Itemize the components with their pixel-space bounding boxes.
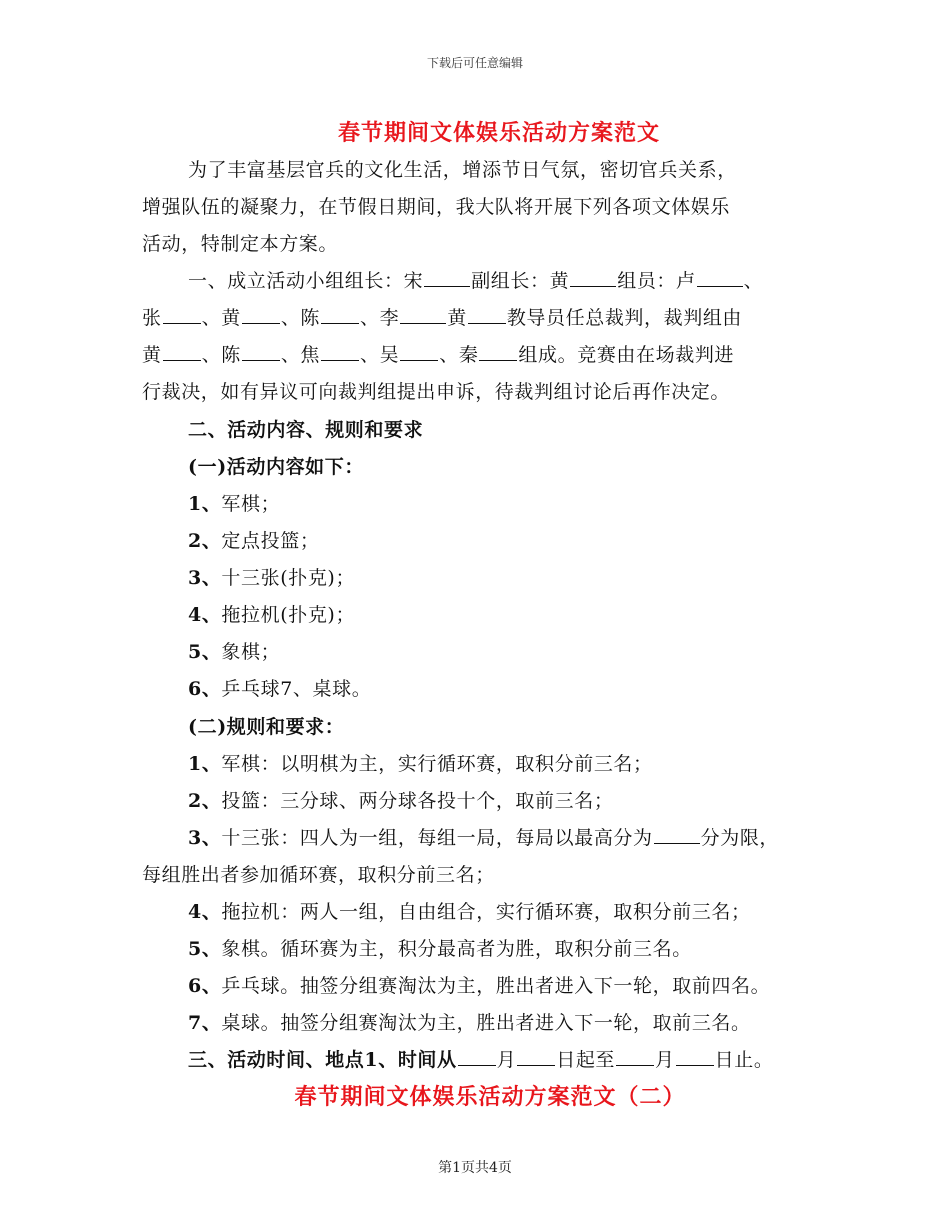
text-segment: 、陈 (201, 344, 241, 366)
fill-blank (468, 306, 506, 324)
rule-item (188, 971, 878, 998)
rule-item (188, 786, 878, 813)
item-text: 拖拉机(扑克)； (221, 604, 356, 626)
item-text: 象棋。循环赛为主，积分最高者为胜，取积分前三名。 (221, 938, 692, 960)
activity-item (188, 526, 878, 553)
text-segment: 组员：卢 (617, 270, 696, 292)
section1-line-4: 行裁决，如有异议可向裁判组提出申诉，待裁判组讨论后再作决定。 (142, 381, 731, 403)
document-title: 春节期间文体娱乐活动方案范文 (337, 120, 660, 146)
item-number: 6、 (188, 678, 222, 700)
fill-blank (163, 343, 201, 361)
activity-item (188, 489, 878, 516)
text-segment: 月 (655, 1049, 675, 1071)
text-segment: 黄 (447, 307, 467, 329)
fill-blank (458, 1048, 496, 1066)
item-number: 2、 (188, 790, 222, 812)
fill-blank (697, 269, 743, 287)
section2-heading: 二、活动内容、规则和要求 (188, 419, 424, 441)
text-segment: 教导员任总裁判，裁判组由 (506, 307, 743, 329)
page-header-note: 下载后可任意编辑 (426, 56, 523, 70)
rule-item (188, 1008, 878, 1035)
section2-sub-heading-2: (二)规则和要求： (188, 716, 345, 738)
text-segment: 日止。 (714, 1049, 774, 1071)
item-number: 1、 (188, 753, 222, 775)
fill-blank (517, 1048, 555, 1066)
item-text: 象棋； (221, 641, 281, 663)
intro-line-2: 增强队伍的凝聚力，在节假日期间，我大队将开展下列各项文体娱乐 (142, 196, 731, 218)
text-segment: 、李 (360, 307, 400, 329)
item-text: 乒乓球7、桌球。 (221, 678, 372, 700)
text-segment: 、吴 (360, 344, 400, 366)
rule-item (188, 823, 878, 850)
text-segment: 张 (142, 307, 162, 329)
text-segment: 三、活动时间、地点1、时间从 (188, 1049, 457, 1071)
section3-line (188, 1045, 878, 1072)
item-text: 十三张：四人为一组，每组一局，每局以最高分为 (221, 827, 653, 849)
text-segment: 一、成立活动小组组长：宋 (188, 270, 424, 292)
intro-line-1: 为了丰富基层官兵的文化生活，增添节日气氛，密切官兵关系， (188, 159, 737, 181)
rule-item (188, 749, 878, 776)
section1-line-1 (188, 266, 878, 293)
text-segment: 、 (743, 270, 764, 292)
item-number: 2、 (188, 530, 222, 552)
fill-blank (570, 269, 616, 287)
fill-blank (400, 343, 438, 361)
item-text: 分为限， (700, 827, 780, 849)
item-number: 3、 (188, 827, 222, 849)
activity-item (188, 563, 878, 590)
item-text: 投篮：三分球、两分球各投十个，取前三名； (221, 790, 614, 812)
section1-line-3 (142, 340, 832, 367)
fill-blank (424, 269, 470, 287)
fill-blank (321, 343, 359, 361)
rule-item (188, 934, 878, 961)
item-text: 桌球。抽签分组赛淘汰为主，胜出者进入下一轮，取前三名。 (221, 1012, 751, 1034)
fill-blank (163, 306, 201, 324)
section1-line-2 (142, 303, 832, 330)
item-number: 5、 (188, 641, 222, 663)
item-number: 4、 (188, 901, 222, 923)
item-number: 1、 (188, 493, 222, 515)
item-number: 4、 (188, 604, 222, 626)
intro-line-3: 活动，特制定本方案。 (142, 233, 339, 255)
fill-blank (242, 306, 280, 324)
text-segment: 黄 (142, 344, 162, 366)
item-text: 军棋； (221, 493, 281, 515)
fill-blank (242, 343, 280, 361)
item-text: 十三张(扑克)； (221, 567, 356, 589)
item-number: 5、 (188, 938, 222, 960)
text-segment: 月 (496, 1049, 517, 1071)
rule-item-continuation: 每组胜出者参加循环赛，取积分前三名； (142, 864, 495, 886)
fill-blank (654, 826, 700, 844)
item-number: 6、 (188, 975, 222, 997)
text-segment: 、秦 (439, 344, 479, 366)
text-segment: 、焦 (280, 344, 321, 366)
item-text: 定点投篮； (221, 530, 320, 552)
text-segment: 、黄 (201, 307, 241, 329)
item-number: 3、 (188, 567, 222, 589)
fill-blank (479, 343, 517, 361)
activity-item (188, 600, 878, 627)
second-document-title: 春节期间文体娱乐活动方案范文（二） (294, 1084, 686, 1110)
fill-blank (400, 306, 446, 324)
item-text: 军棋：以明棋为主，实行循环赛，取积分前三名； (221, 753, 653, 775)
activity-item (188, 637, 878, 664)
text-segment: 日起至 (556, 1049, 616, 1071)
item-number: 7、 (188, 1012, 222, 1034)
fill-blank (321, 306, 359, 324)
fill-blank (616, 1048, 654, 1066)
text-segment: 组成。竞赛由在场裁判进 (518, 344, 735, 366)
item-text: 拖拉机：两人一组，自由组合，实行循环赛，取积分前三名； (221, 901, 751, 923)
fill-blank (676, 1048, 714, 1066)
activity-item (188, 674, 878, 701)
page-number-footer: 第1页共4页 (438, 1160, 512, 1176)
text-segment: 副组长：黄 (471, 270, 570, 292)
section2-sub-heading-1: (一)活动内容如下： (188, 456, 364, 478)
rule-item (188, 897, 878, 924)
item-text: 乒乓球。抽签分组赛淘汰为主，胜出者进入下一轮，取前四名。 (221, 975, 771, 997)
text-segment: 、陈 (280, 307, 321, 329)
